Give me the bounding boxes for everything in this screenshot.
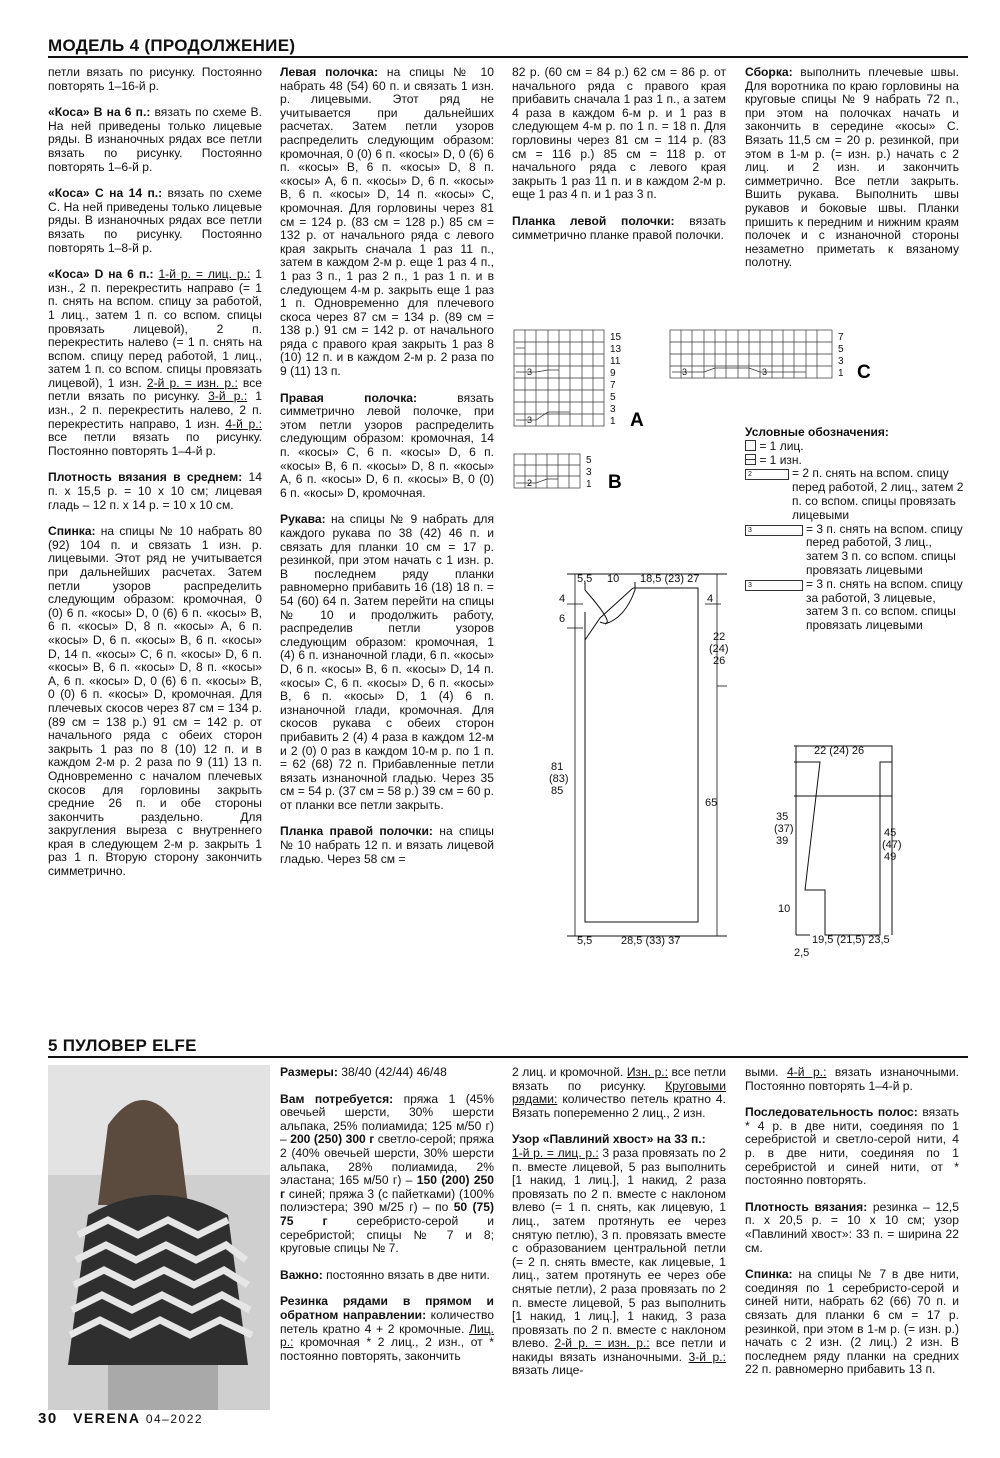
svg-text:5,5: 5,5 <box>577 935 593 947</box>
magazine-brand: VERENA <box>73 1410 141 1426</box>
svg-text:3: 3 <box>586 467 592 478</box>
section-rule <box>48 1056 968 1058</box>
svg-text:(24): (24) <box>709 643 729 655</box>
paragraph-stripes: Последовательность полос: вязать * 4 р. в две нити, соединяя по 1 серебристой и светло-серой нити, 4 р. в две нити, соединяя по 1 серебристой и синей нити, от * постоянно повторять. <box>745 1105 959 1188</box>
svg-text:3: 3 <box>762 367 768 377</box>
svg-text:4: 4 <box>559 593 566 605</box>
svg-text:9: 9 <box>610 368 616 379</box>
text-column-3 <box>512 66 726 255</box>
paragraph-back: Спинка: на спицы № 10 набрать 80 (92) 104 п. и связать 1 изн. р. лицевыми. Этот ряд не учитывается при дальнейших расчетах. Затем петли узоров распределить следующим образом: кромочная, 0 (0) 6 п. «косы» D, 0 (6) 6 п. «косы» В, 6 п. «косы» D, 8 п. «косы» А, 6 п. «косы» D, 6 п. «косы» В, 6 п. «косы» D, 14 п. «косы» С, 6 п. «косы» D, 6 п. «косы» В, 6 п. «косы» D, 8 п. «косы» А, 6 п. «косы» D, 0 (6) 6 п. «косы» В, 0 (0) 6 п. «косы» D, кромочная. Для плечевых скосов через 87 см = 134 р. (89 см = 138 р.) 91 см = 142 р. от начального ряда с обеих сторон закрыть 1 раз по 8 (10) 12 п. и в каждом 2-м р. 2 раза по 9 (11) 13 п. Одновременно с началом плечевых скосов для горловины закрыть средние 26 п. и обе стороны закончить раздельно. Для закругления выреза с внутреннего края в следующем 2-м р. закрыть 1 раз 1 п. Вторую сторону закончить симметрично. <box>48 524 262 879</box>
paragraph-rib: Резинка рядами в прямом и обратном направлении: количество петель кратно 4 + 2 кромочные. Лиц. р.: кромочная * 2 лиц., 2 изн., от * постоянно повторять, закончить <box>280 1294 494 1363</box>
paragraph-peacock: Узор «Павлиний хвост» на 33 п.: 1-й р. = лиц. р.: 3 раза провязать по 2 п. вместе лицевой, 5 раз выполнить [1 накид, 1 лиц.], 1 накид, 2 раза провязать по 2 п. вместе с наклоном влево (= 1 п. снять, как лицевую, 1 лиц., затем протянуть ее через снятую петлю), 3 п. провязать вместе с образованием центральной петли (= 2 п. снять вместе, как лицевые, 1 лиц., затем протянуть ее через обе снятые петли), 2 раза провязать по 2 п. вместе лицевой, 5 раз выполнить [1 накид, 1 лиц.], 1 накид, 3 раза провязать по 2 п. вместе с наклоном влево. 2-й р. = изн. р.: все петли и накиды вязать изнаночными. 3-й р.: вязать лице- <box>512 1132 726 1378</box>
pullover-column-2 <box>280 1066 494 1376</box>
chart-c <box>670 330 871 383</box>
svg-text:65: 65 <box>705 797 718 809</box>
svg-text:3: 3 <box>682 367 688 377</box>
svg-text:3: 3 <box>610 404 616 415</box>
svg-text:3: 3 <box>527 367 533 377</box>
footer <box>38 1410 203 1427</box>
pullover-column-4 <box>745 1066 959 1390</box>
model-photo <box>48 1065 270 1410</box>
svg-text:2: 2 <box>527 478 533 488</box>
svg-text:1: 1 <box>838 368 844 379</box>
legend-item-cable-2: 2 = 2 п. снять на вспом. спицу перед работой, 2 лиц., затем 2 п. со вспом. спицы провязать лицевыми <box>746 466 964 522</box>
paragraph-back: Спинка: на спицы № 7 в две нити, соединяя по 1 серебристо-серой и синей нити, набрать 62 (66) 70 п. и связать для планки 6 см = 17 р. резинкой, при этом в 1-м р. (= изн. р.) начать с 2 изн. (2 лиц.) 2 изн. В последнем ряду планки на средних 22 п. равномерно прибавить 13 п. <box>745 1267 959 1377</box>
page-title: МОДЕЛЬ 4 (ПРОДОЛЖЕНИЕ) <box>48 36 296 55</box>
svg-text:4: 4 <box>707 593 714 605</box>
paragraph-left-front: Левая полочка: на спицы № 10 набрать 48 (54) 60 п. и связать 1 изн. р. лицевыми. Этот ряд не учитывается при дальнейших расчетах. Затем петли узоров распределить следующим образом: кромочная, 0 (0) 6 п. «косы» D, 0 (6) 6 п. «косы» В, 6 п. «косы» D, 8 п. «косы» А, 6 п. «косы» D, 6 п. «косы» В, 6 п. «косы» D, 14 п. «косы» С, кромочная. Для горловины через 81 см = 124 р. (83 см = 128 р.) 85 см = 132 р. от начального ряда с левого края закрыть сначала 1 раз 11 п., затем в каждом 2-м р. еще 1 раз 4 п., 1 раз 3 п., 1 раз 2 п., 1 раз 1 п. и в следующем 4-м р. закрыть еще 1 раз 1 п. Одновременно для плечевого скоса через 87 см = 134 р. (89 см = 138 р.) 91 см = 142 р. от начального ряда с правого края закрыть 1 раз 8 (10) 12 п. и в каждом 2-м р. 2 раза по 9 (11) 13 п. <box>280 65 494 379</box>
svg-text:81: 81 <box>551 761 564 773</box>
cable-3-front-symbol-icon: 3 <box>745 525 803 536</box>
svg-text:10: 10 <box>778 903 791 915</box>
svg-text:11: 11 <box>610 356 621 367</box>
paragraph-important: Важно: постоянно вязать в две нити. <box>280 1267 490 1282</box>
svg-text:22 (24) 26: 22 (24) 26 <box>814 745 865 757</box>
svg-text:18,5 (23) 27: 18,5 (23) 27 <box>640 573 700 585</box>
svg-text:7: 7 <box>610 380 616 391</box>
svg-text:A: A <box>630 410 644 431</box>
schematic-front <box>545 570 745 970</box>
legend-item-knit: = 1 лиц. <box>745 440 965 454</box>
legend-item-cable-3-back: 3 = 3 п. снять на вспом. спицу за работой, 3 лицевые, затем 3 п. со вспом. спицы провязать лицевыми <box>746 576 963 633</box>
svg-text:5,5: 5,5 <box>577 573 593 585</box>
svg-text:(47): (47) <box>882 839 902 851</box>
page-number: 30 <box>38 1410 58 1427</box>
paragraph: 82 р. (60 см = 84 р.) 62 см = 86 р. от начального ряда с правого края прибавить сначала 1 раз 1 п., а затем 4 раза в каждом 6-м р. и 1 раз в следующем 4-м р. по 1 п. = 18 п. Для горловины через 81 см = 114 р. (83 см = 116 р.) 85 см = 118 р. от начального ряда с левого края закрыть 1 раз 11 п. и в каждом 2-м р. еще 1 раз 4 п. и 1 раз 3 п. <box>512 65 726 202</box>
legend <box>745 426 965 633</box>
paragraph-kosa-d: «Коса» D на 6 п.: 1-й р. = лиц. р.: 1 изн., 2 п. перекрестить направо (= 1 п. снять на вспом. спицу за работой, 1 лиц., затем 1 п. со вспом. спицы провязать лицевой), 2 п. перекрестить налево (= 1 п. снять на вспом. спицу перед работой, 1 лиц., затем 1 п. со вспом. спицы провязать лицевой), 1 изн. 2-й р. = изн. р.: все петли вязать по рисунку. 3-й р.: 1 изн., 2 п. перекрестить налево, 2 п. перекрестить направо, 1 изн. 4-й р.: все петли вязать по рисунку. Постоянно повторять 1–4-й р. <box>48 267 262 458</box>
legend-item-purl: = 1 изн. <box>745 454 965 468</box>
header-rule <box>48 56 968 58</box>
magazine-issue: 04–2022 <box>145 1412 204 1426</box>
paragraph-right-front: Правая полочка: вязать симметрично левой полочке, при этом петли узоров распределить следующим образом: кромочная, 14 п. «косы» С, 6 п. «косы» D, 6 п. «косы» В, 6 п. «косы» D, 8 п. «косы» А, 6 п. «косы» D, 6 п. «косы» В, 0 (0) 6 п. «косы» D, кромочная. <box>280 390 494 500</box>
cable-3-back-symbol-icon: 3 <box>745 580 803 591</box>
svg-text:(37): (37) <box>774 823 794 835</box>
svg-text:5: 5 <box>586 455 592 466</box>
svg-text:22: 22 <box>713 631 726 643</box>
paragraph-sizes: Размеры: 38/40 (42/44) 46/48 <box>280 1065 447 1079</box>
paragraph-peacock-cont: выми. 4-й р.: вязать изнаночными. Постоянно повторять 1–4-й р. <box>745 1065 959 1093</box>
svg-text:2,5: 2,5 <box>794 947 810 959</box>
svg-text:35: 35 <box>776 811 789 823</box>
svg-text:3: 3 <box>838 356 844 367</box>
section-title: 5 ПУЛОВЕР ELFE <box>48 1036 197 1055</box>
svg-text:1: 1 <box>586 479 592 490</box>
svg-text:19,5 (21,5) 23,5: 19,5 (21,5) 23,5 <box>812 934 890 946</box>
legend-item-cable-3-front: 3 = 3 п. снять на вспом. спицу перед работой, 3 лиц., затем 3 п. со вспом. спицы провязать лицевыми <box>746 521 963 577</box>
schematic-sleeve <box>770 740 920 970</box>
purl-symbol-icon <box>745 454 756 465</box>
text-column-1 <box>48 66 262 892</box>
paragraph-gauge: Плотность вязания: резинка – 12,5 п. х 20,5 р. = 10 х 10 см; узор «Павлиний хвост»: 33 п. = ширина 22 см. <box>745 1199 959 1255</box>
legend-title: Условные обозначения: <box>745 425 889 439</box>
text-column-4 <box>745 66 959 283</box>
svg-text:49: 49 <box>884 851 897 863</box>
svg-text:3: 3 <box>527 415 533 425</box>
pullover-column-3 <box>512 1066 726 1391</box>
paragraph-rib-cont: 2 лиц. и кромочной. Изн. р.: все петли вязать по рисунку. Круговыми рядами: количество петель кратно 4. Вязать попеременно 2 лиц., 2 изн. <box>512 1065 726 1120</box>
paragraph-kosa-c: «Коса» С на 14 п.: вязать по схеме С. На ней приведены только лицевые ряды. В изнаночных рядах все петли вязать по рисунку. Постоянно повторять 1–8-й р. <box>48 186 262 255</box>
paragraph-placket-right: Планка правой полочки: на спицы № 10 набрать 12 п. и вязать лицевой гладью. Через 58 см = <box>280 824 494 866</box>
svg-text:1: 1 <box>610 416 616 427</box>
svg-text:6: 6 <box>559 613 566 625</box>
paragraph-density: Плотность вязания в среднем: 14 п. х 15,5 р. = 10 х 10 см; лицевая гладь – 12 п. х 14 р. = 10 х 10 см. <box>48 470 263 512</box>
svg-text:B: B <box>608 472 622 493</box>
text-column-2 <box>280 66 494 879</box>
svg-text:10: 10 <box>607 573 620 585</box>
paragraph: петли вязать по рисунку. Постоянно повторять 1–16-й р. <box>48 65 262 93</box>
paragraph-sleeves: Рукава: на спицы № 9 набрать для каждого рукава по 38 (42) 46 п. и связать для планки 10 см = 17 р. резинкой, при этом начать с 1 изн. р. В последнем ряду планки равномерно прибавить 16 (18) 18 п. = 54 (60) 64 п. Затем перейти на спицы № 10 и продолжить работу, распределив петли узоров следующим образом: кромочная, 1 (4) 6 п. изнаночной глади, 6 п. «косы» D, 6 п. «косы» В, 6 п. «косы» D, 14 п. «косы» С, 6 п. «косы» D, 6 п. «косы» В, 6 п. «косы» D, 1 (4) 6 п. изнаночной глади, кромочная. Для скосов рукава с обеих сторон прибавить 2 (4) 4 раза в каждом 12-м и 2 (0) 0 раз в каждом 10-м р. по 1 п. = 62 (68) 72 п. Прибавленные петли вязать изнаночной гладью. Через 35 см = 54 р. (37 см = 58 р.) 39 см = 60 р. от планки все петли закрыть. <box>280 512 494 812</box>
svg-text:(83): (83) <box>549 773 569 785</box>
paragraph-kosa-b: «Коса» В на 6 п.: вязать по схеме В. На ней приведены только лицевые ряды. В изнаночных рядах все петли вязать по рисунку. Постоянно повторять 1–6-й р. <box>48 105 262 174</box>
chart-a <box>514 330 644 431</box>
svg-text:5: 5 <box>610 392 616 403</box>
svg-text:15: 15 <box>610 332 622 343</box>
knit-symbol-icon <box>745 440 756 451</box>
svg-text:45: 45 <box>884 827 897 839</box>
cable-2-symbol-icon: 2 <box>745 469 789 480</box>
svg-text:7: 7 <box>838 332 844 343</box>
svg-text:28,5 (33) 37: 28,5 (33) 37 <box>621 935 681 947</box>
paragraph-assembly: Сборка: выполнить плечевые швы. Для воротника по краю горловины на круговые спицы № 9 набрать 72 п., при этом на полочках начать и закончить в середине «косы» С. Вязать 11,5 см = 20 р. резинкой, при этом в 1-м р. (= изн. р.) начать с 2 лиц. и 2 изн. и закончить симметрично. Все петли закрыть. Вшить рукава. Выполнить швы рукавов и боковые швы. Планки пришить к передним и нижним краям полочек и с изнаночной стороны незаметно приметать к вязаному полотну. <box>745 65 959 270</box>
paragraph-materials: Вам потребуется: пряжа 1 (45% овечьей шерсти, 30% шерсти альпака, 25% полиамида; 125 м/50 г) – 200 (250) 300 г светло-серой; пряжа 2 (40% овечьей шерсти, 30% шерсти альпака, 28% полиамида, 2% эластана; 165 м/50 г) – 150 (200) 250 г синей; пряжа 3 (с пайетками) (100% полиэстера; 390 м/25 г) – по 50 (75) 75 г серебристо-серой и серебристой; спицы № 7 и 8; круговые спицы № 7. <box>280 1091 494 1256</box>
chart-b <box>514 454 622 493</box>
model-photo-illustration <box>48 1065 270 1410</box>
svg-text:5: 5 <box>838 344 844 355</box>
svg-text:85: 85 <box>551 785 564 797</box>
svg-text:13: 13 <box>610 344 622 355</box>
paragraph-placket-left: Планка левой полочки: вязать симметрично планке правой полочки. <box>512 213 726 242</box>
svg-text:39: 39 <box>776 835 789 847</box>
svg-text:C: C <box>857 362 871 383</box>
svg-text:26: 26 <box>713 655 726 667</box>
